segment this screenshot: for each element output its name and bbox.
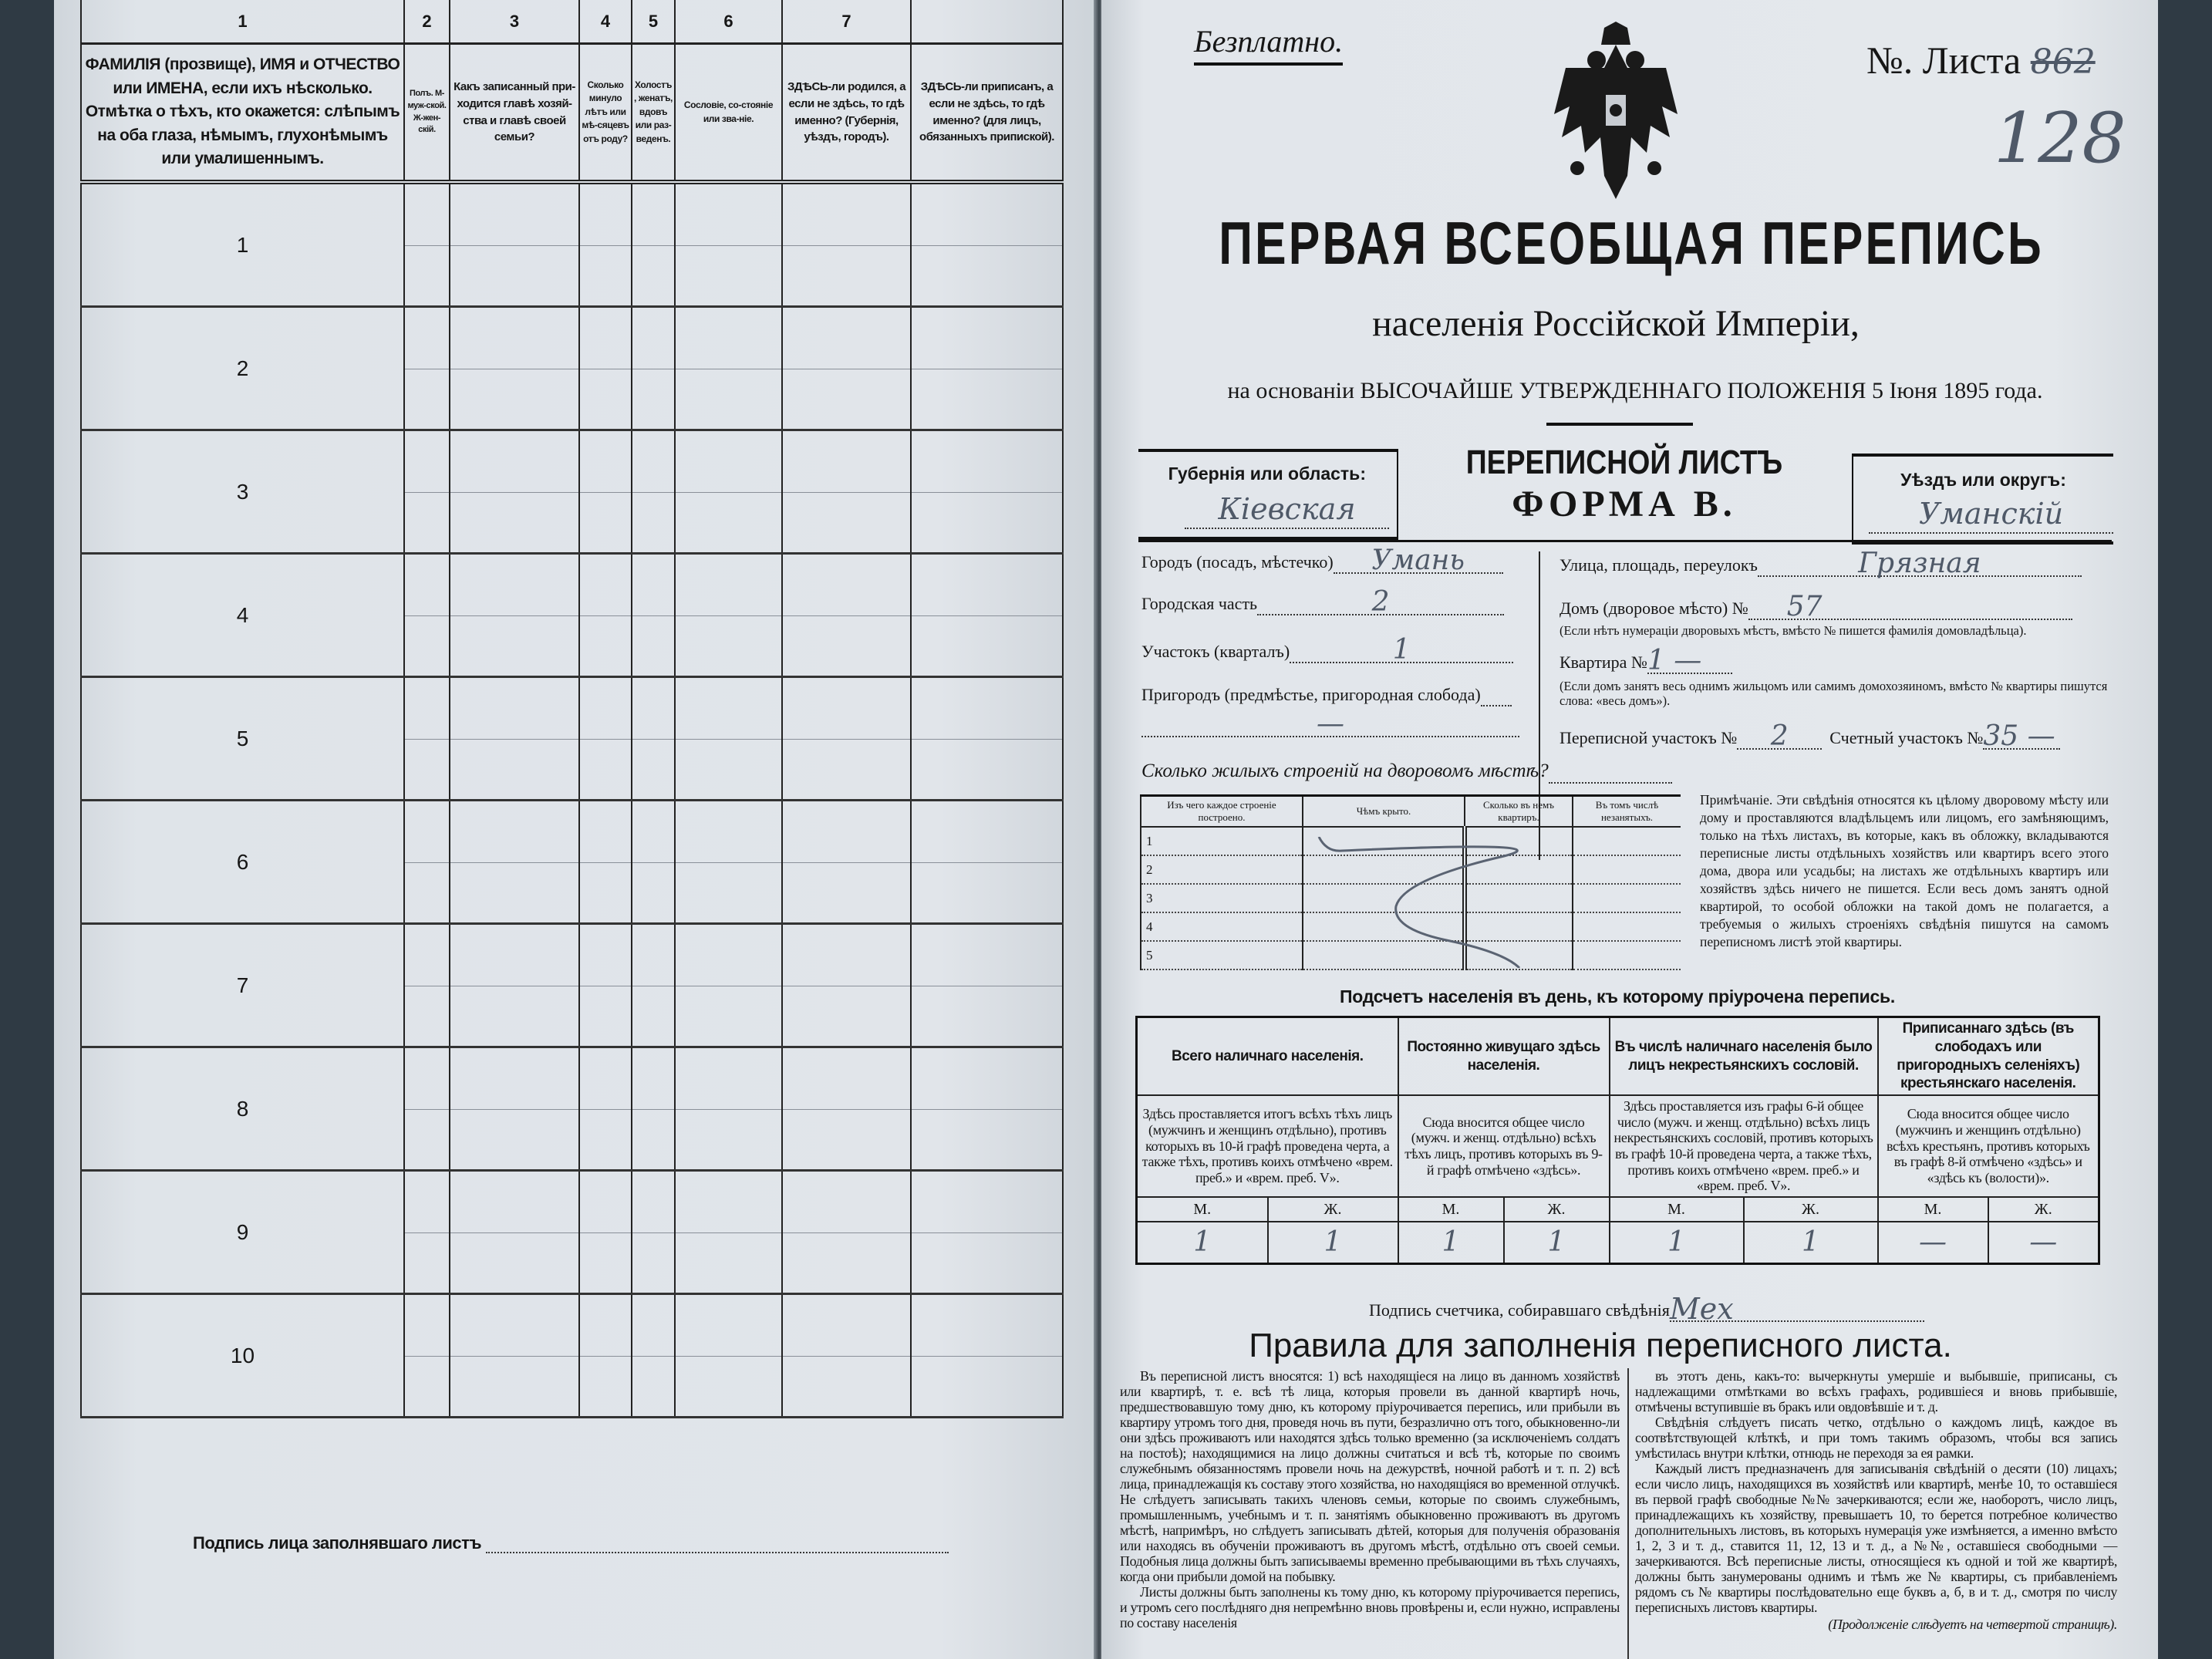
cell-subdivider (783, 245, 910, 246)
buildings-column-header: Въ томъ числѣ незанятыхъ. (1573, 796, 1681, 828)
person-cell[interactable] (579, 1294, 632, 1418)
buildings-question-text: Сколько жилыхъ строеній на дворовомъ мѣстѣ? (1141, 760, 1549, 781)
suburb-value: — (1317, 708, 1344, 740)
person-cell[interactable] (675, 924, 782, 1047)
person-cell[interactable] (450, 801, 579, 924)
cell-subdivider (632, 862, 674, 863)
cell-subdivider (580, 1356, 631, 1357)
male-count-value[interactable]: 1 (1610, 1222, 1744, 1264)
cell-subdivider (580, 739, 631, 740)
province-box (1138, 449, 1398, 540)
count-district-input[interactable] (1983, 720, 2060, 752)
count-group-description: Сюда вносится общее число (мужчинъ и женщинъ отдѣльно) всѣхъ крестьянъ, противъ которыхъ въ графѣ 8-й отмѣчено «здѣсь» и «здѣсь къ (волости)». (1878, 1095, 2099, 1197)
person-cell[interactable] (675, 1294, 782, 1418)
person-cell[interactable] (404, 554, 450, 677)
person-name-cell[interactable] (81, 554, 404, 677)
person-cell[interactable] (632, 801, 675, 924)
district-box (1852, 454, 2113, 545)
count-group-header: Постоянно живущаго здѣсь населенія. (1398, 1017, 1610, 1096)
person-row (81, 182, 1063, 307)
count-group-header: Приписаннаго здѣсь (въ слободахъ или пригородныхъ селеніяхъ) крестьянскаго населенія. (1878, 1017, 2099, 1096)
cell-subdivider (783, 862, 910, 863)
person-row (81, 430, 1063, 554)
female-count-value[interactable]: 1 (1744, 1222, 1878, 1264)
person-cell[interactable] (911, 677, 1063, 801)
building-cell[interactable] (1573, 827, 1681, 855)
person-row (81, 1294, 1063, 1418)
count-group-description: Здѣсь проставляется изъ графы 6-й общее число (мужч. и женщ. отдѣльно) всѣхъ лицъ некрестьянскихъ сословій, противъ которыхъ въ графѣ 10-й проведена черта, а также тѣхъ, противъ коихъ отмѣчено «врем. преб.» и «врем. преб. V». (1610, 1095, 1878, 1197)
row-number: 8 (236, 1096, 249, 1121)
person-cell[interactable] (404, 1047, 450, 1171)
person-cell[interactable] (911, 430, 1063, 554)
crown-icon (1601, 22, 1630, 45)
male-label: М. (1878, 1197, 1988, 1222)
male-count-value[interactable]: 1 (1398, 1222, 1504, 1264)
apartment-value: 1 — (1647, 645, 1702, 676)
sheet-number-label: №. Листа (1866, 39, 2021, 82)
buildings-header-row (1141, 796, 1681, 828)
person-cell[interactable] (675, 182, 782, 307)
census-persons-table (80, 0, 1064, 1418)
district-label: Уѣздъ или округъ: (1900, 470, 2066, 490)
column-header: ЗДѢСЬ-ли приписанъ, а если не здѣсь, то гдѣ именно? (для лицъ, обязанныхъ припиской). (911, 44, 1063, 183)
precinct-label: Участокъ (кварталъ) (1141, 642, 1290, 661)
person-cell[interactable] (632, 924, 675, 1047)
person-name-cell[interactable] (81, 1171, 404, 1294)
cell-subdivider (580, 245, 631, 246)
person-name-cell[interactable] (81, 801, 404, 924)
cell-subdivider (912, 1232, 1062, 1233)
count-group-description: Здѣсь проставляется итогъ всѣхъ тѣхъ лицъ (мужчинъ и женщинъ отдѣльно), противъ которыхъ въ 10-й графѣ проведена черта, а также тѣхъ, противъ коихъ отмѣчено «врем. преб.» и «врем. преб. V». (1137, 1095, 1398, 1197)
person-cell[interactable] (911, 182, 1063, 307)
building-row-number[interactable]: 5 (1141, 941, 1303, 969)
person-cell[interactable] (579, 924, 632, 1047)
person-cell[interactable] (911, 1171, 1063, 1294)
city-part-input[interactable] (1257, 586, 1504, 618)
population-count-title: Подсчетъ населенія въ день, къ которому пріурочена перепись. (1340, 986, 1895, 1007)
buildings-question (1141, 759, 1672, 784)
city-label: Городъ (посадъ, мѣстечко) (1141, 552, 1334, 572)
cell-subdivider (632, 739, 674, 740)
census-subtitle: населенія Россійской Имперіи, (1372, 303, 1860, 344)
person-cell[interactable] (404, 1294, 450, 1418)
person-cell[interactable] (450, 307, 579, 430)
suburb-input-line1[interactable] (1481, 682, 1512, 706)
row-number: 1 (236, 232, 249, 257)
cell-subdivider (676, 739, 781, 740)
cell-subdivider (676, 245, 781, 246)
cell-subdivider (912, 1109, 1062, 1110)
row-number: 4 (236, 602, 249, 627)
cell-subdivider (450, 1109, 578, 1110)
cell-subdivider (912, 1356, 1062, 1357)
form-title-block (1397, 443, 1852, 526)
person-cell[interactable] (404, 1171, 450, 1294)
street-field (1560, 548, 2082, 579)
filler-signature-line (193, 1529, 949, 1553)
cell-subdivider (632, 1356, 674, 1357)
double-headed-eagle-emblem (1550, 22, 1681, 207)
buildings-column-header: Сколько въ немъ квартиръ. (1465, 796, 1573, 828)
cell-subdivider (632, 615, 674, 616)
person-row (81, 554, 1063, 677)
person-cell[interactable] (632, 1294, 675, 1418)
cell-subdivider (783, 739, 910, 740)
rules-column-right (1635, 1368, 2117, 1632)
rules-paragraph: Каждый листъ предназначенъ для записыванія свѣдѣній о десяти (10) лицахъ; если число лицъ, находящихся въ хозяйствѣ или квартирѣ, менѣе 10, то оставшіеся въ первой графѣ свободные №№ зачеркиваются; если же, наоборотъ, число лицъ, принадлежащихъ къ хозяйству, превышаетъ 10, то берется потребное количество дополнительныхъ листовъ, въ которыхъ нумерація уже измѣняется, а именно вмѣсто 1, 2, 3 и т. д., ставится 11, 12, 13 и т. д., а №№, оставшіеся свободными — зачеркиваются. Всѣ переписные листы, относящіеся къ одной и той же квартирѣ, должны быть занумерованы однимъ и тѣмъ же № квартиры, съ прибавленіемъ рядомъ съ № квартиры послѣдовательно еще буквъ а, б, в и т. д., смотря по числу переписныхъ листовъ квартиры. (1635, 1461, 2117, 1615)
person-cell[interactable] (579, 677, 632, 801)
suburb-input[interactable] (1141, 708, 1519, 740)
count-district-value: 35 — (1983, 720, 2055, 752)
person-cell[interactable] (632, 554, 675, 677)
person-row (81, 677, 1063, 801)
person-cell[interactable] (450, 1171, 579, 1294)
cell-subdivider (450, 1232, 578, 1233)
male-label: М. (1137, 1197, 1268, 1222)
cell-subdivider (405, 1109, 449, 1110)
column-number: 6 (675, 0, 782, 44)
divider (1546, 423, 1693, 426)
sheet-number-crossed: 862 (2030, 42, 2096, 82)
person-cell[interactable] (782, 1294, 911, 1418)
count-group-header: Всего наличнаго населенія. (1137, 1017, 1398, 1096)
cell-subdivider (783, 1109, 910, 1110)
free-label: Безплатно. (1194, 23, 1343, 66)
cell-subdivider (912, 245, 1062, 246)
column-number: 5 (632, 0, 675, 44)
row-number: 10 (230, 1343, 255, 1367)
person-row (81, 1171, 1063, 1294)
cell-subdivider (450, 1356, 578, 1357)
handwritten-dash-stroke (1311, 837, 1573, 968)
person-cell[interactable] (579, 801, 632, 924)
person-cell[interactable] (675, 554, 782, 677)
column-header: ФАМИЛІЯ (прозвище), ИМЯ и ОТЧЕСТВО или ИМЕНА, если ихъ нѣсколько. Отмѣтка о тѣхъ, кто окажется: слѣпымъ на оба глаза, нѣмымъ, глухонѣмымъ или умалишеннымъ. (81, 44, 404, 183)
cell-subdivider (912, 739, 1062, 740)
population-count-table (1135, 1016, 2100, 1265)
divider (1627, 1368, 1629, 1659)
building-cell[interactable] (1573, 912, 1681, 941)
province-value[interactable]: Кіевская (1185, 491, 1389, 529)
person-cell[interactable] (675, 677, 782, 801)
person-cell[interactable] (450, 182, 579, 307)
person-name-cell[interactable] (81, 1294, 404, 1418)
rules-paragraph: Свѣдѣнія слѣдуетъ писать четко, отдѣльно о каждомъ лицѣ, каждое въ соотвѣтствующей клѣткѣ, и при томъ такимъ образомъ, чтобы вся запись умѣстилась внутри клѣтки, отнюдь не переходя за ея рамки. (1635, 1415, 2117, 1461)
person-row (81, 1047, 1063, 1171)
person-cell[interactable] (632, 1171, 675, 1294)
enumerator-signature-label: Подпись счетчика, собиравшаго свѣдѣнія (1369, 1300, 1670, 1320)
city-part-field (1141, 586, 1504, 618)
male-label: М. (1398, 1197, 1504, 1222)
person-cell[interactable] (782, 182, 911, 307)
filler-signature-label: Подпись лица заполнявшаго листъ (193, 1533, 481, 1553)
row-number: 3 (236, 479, 249, 504)
person-cell[interactable] (579, 1171, 632, 1294)
row-number: 6 (236, 849, 249, 874)
person-cell[interactable] (404, 677, 450, 801)
row-number: 5 (236, 726, 249, 750)
person-cell[interactable] (632, 1047, 675, 1171)
person-name-cell[interactable] (81, 307, 404, 430)
city-value: Умань (1371, 545, 1465, 576)
city-part-label: Городская часть (1141, 594, 1258, 613)
person-cell[interactable] (450, 554, 579, 677)
row-number: 2 (236, 356, 249, 380)
building-row-number[interactable]: 2 (1141, 855, 1303, 884)
person-cell[interactable] (675, 430, 782, 554)
building-cell[interactable] (1573, 941, 1681, 969)
buildings-column-header: Изъ чего каждое строеніе построено. (1141, 796, 1303, 828)
person-cell[interactable] (782, 801, 911, 924)
female-count-value[interactable]: — (1988, 1222, 2099, 1264)
person-cell[interactable] (911, 1294, 1063, 1418)
district-value[interactable]: Уманскій (1869, 495, 2113, 534)
count-group-description: Сюда вносится общее число (мужч. и женщ. отдѣльно) всѣхъ тѣхъ лицъ, противъ которыхъ въ 9-й графѣ отмѣчено «здѣсь». (1398, 1095, 1610, 1197)
count-district-label: Счетный участокъ № (1829, 728, 1984, 747)
cell-subdivider (580, 1109, 631, 1110)
person-cell[interactable] (911, 924, 1063, 1047)
cell-subdivider (405, 615, 449, 616)
cell-subdivider (405, 739, 449, 740)
rules-paragraph: Листы должны быть заполнены къ тому дню, къ которому пріурочивается перепись, и утромъ сего послѣдняго дня непремѣнно вновь провѣрены и, если нужно, исправлены по составу населенія (1120, 1584, 1620, 1630)
female-label: Ж. (1988, 1197, 2099, 1222)
person-cell[interactable] (911, 801, 1063, 924)
apartment-field (1560, 645, 1732, 676)
cell-subdivider (676, 1109, 781, 1110)
cell-subdivider (912, 615, 1062, 616)
cell-subdivider (676, 1232, 781, 1233)
building-row-number[interactable]: 4 (1141, 912, 1303, 941)
female-count-value[interactable]: 1 (1504, 1222, 1610, 1264)
cell-subdivider (676, 1356, 781, 1357)
cell-subdivider (783, 1356, 910, 1357)
person-cell[interactable] (579, 182, 632, 307)
person-cell[interactable] (675, 801, 782, 924)
person-cell[interactable] (782, 1047, 911, 1171)
person-cell[interactable] (450, 924, 579, 1047)
rules-paragraph: въ этотъ день, какъ-то: вычеркнуты умершіе и выбывшіе, приписаны, съ надлежащими отмѣтками во всѣхъ графахъ, родившіеся и вновь прибывшіе, отмѣчены вступившіе въ бракъ или овдовѣвшіе и т. д. (1635, 1368, 2117, 1415)
census-title: ПЕРВАЯ ВСЕОБЩАЯ ПЕРЕПИСЬ (1219, 209, 2044, 277)
male-count-value[interactable]: 1 (1137, 1222, 1268, 1264)
person-cell[interactable] (450, 1047, 579, 1171)
cell-subdivider (632, 245, 674, 246)
person-name-cell[interactable] (81, 1047, 404, 1171)
house-field (1560, 591, 2072, 622)
person-cell[interactable] (632, 307, 675, 430)
person-cell[interactable] (782, 554, 911, 677)
census-district-input[interactable] (1737, 720, 1822, 752)
cell-subdivider (912, 492, 1062, 493)
house-value: 57 (1786, 591, 1823, 622)
city-input[interactable] (1334, 545, 1503, 576)
house-input[interactable] (1748, 591, 2072, 622)
sheet-number-handwritten: 128 (1994, 98, 2126, 179)
buildings-note: Примѣчаніе. Эти свѣдѣнія относятся къ цѣлому дворовому мѣсту или дому и проставляются владѣльцемъ или лицомъ, его замѣняющимъ, только на тѣхъ листахъ, въ которые, какъ въ обложку, вкладываются переписные листы отдѣльныхъ хозяйствъ или квартиръ всего этого дома, двора или усадьбы; на листахъ же отдѣльныхъ квартиръ или хозяйствъ здѣсь ничего не пишется. Если весь домъ занятъ одной квартирой, то особой обложки на такой домъ не полагается, а требуемыя о жилыхъ строеніяхъ свѣдѣнія пишутся на самомъ переписномъ листѣ этой квартиры. (1700, 792, 2109, 949)
column-number (911, 0, 1063, 44)
cell-subdivider (405, 862, 449, 863)
cell-subdivider (676, 862, 781, 863)
census-district-label: Переписной участокъ № (1560, 728, 1738, 747)
cell-subdivider (580, 492, 631, 493)
cell-subdivider (450, 492, 578, 493)
building-row-number[interactable]: 3 (1141, 884, 1303, 912)
cell-subdivider (450, 862, 578, 863)
column-header: Сословіе, со-стояніе или зва-ніе. (675, 44, 782, 183)
house-label: Домъ (дворовое мѣсто) № (1560, 599, 1748, 618)
street-input[interactable] (1758, 548, 2082, 579)
person-cell[interactable] (632, 430, 675, 554)
city-field (1141, 545, 1503, 576)
buildings-column-header: Чѣмъ крыто. (1303, 796, 1465, 828)
person-cell[interactable] (579, 307, 632, 430)
person-cell[interactable] (450, 677, 579, 801)
cell-subdivider (405, 1232, 449, 1233)
person-cell[interactable] (782, 307, 911, 430)
person-cell[interactable] (404, 307, 450, 430)
cell-subdivider (676, 615, 781, 616)
cell-subdivider (783, 615, 910, 616)
person-row (81, 307, 1063, 430)
precinct-value: 1 (1392, 634, 1411, 666)
person-cell[interactable] (579, 430, 632, 554)
apartment-label: Квартира № (1560, 652, 1647, 672)
person-row (81, 924, 1063, 1047)
rules-title: Правила для заполненія переписного листа. (1249, 1327, 1952, 1364)
column-header: ЗДѢСЬ-ли родился, а если не здѣсь, то гдѣ именно? (Губернія, уѣздъ, городъ). (782, 44, 911, 183)
street-label: Улица, площадь, переулокъ (1560, 555, 1758, 575)
continuation-note: (Продолженіе слѣдуетъ на четвертой страницѣ). (1828, 1617, 2117, 1632)
column-number: 2 (404, 0, 450, 44)
person-name-cell[interactable] (81, 677, 404, 801)
female-label: Ж. (1268, 1197, 1398, 1222)
cell-subdivider (580, 1232, 631, 1233)
sheet-number (1866, 37, 2096, 86)
cell-subdivider (405, 492, 449, 493)
person-cell[interactable] (404, 430, 450, 554)
suburb-field (1141, 682, 1512, 705)
cell-subdivider (676, 492, 781, 493)
person-cell[interactable] (632, 677, 675, 801)
cell-subdivider (632, 1232, 674, 1233)
cell-subdivider (912, 862, 1062, 863)
female-count-value[interactable]: 1 (1268, 1222, 1398, 1264)
person-cell[interactable] (911, 1047, 1063, 1171)
cell-subdivider (450, 245, 578, 246)
buildings-count-input[interactable] (1549, 759, 1672, 784)
form-name: ФОРМА В. (1512, 484, 1737, 524)
cell-subdivider (783, 492, 910, 493)
census-legal-basis: на основаніи ВЫСОЧАЙШЕ УТВЕРЖДЕННАГО ПОЛОЖЕНІЯ 5 Іюня 1895 года. (1227, 378, 2043, 403)
female-label: Ж. (1504, 1197, 1610, 1222)
column-header: Холостъ, женатъ, вдовъ или раз-веденъ. (632, 44, 675, 183)
house-note: (Если нѣтъ нумераціи дворовыхъ мѣстъ, вмѣсто № пишется фамилія домовладѣльца). (1560, 623, 2027, 638)
person-cell[interactable] (782, 430, 911, 554)
enumerator-signature (1369, 1292, 1924, 1326)
filler-signature-field[interactable] (486, 1529, 949, 1553)
person-cell[interactable] (675, 1171, 782, 1294)
street-value: Грязная (1858, 548, 1981, 579)
person-row (81, 801, 1063, 924)
column-header: Сколько минуло лѣтъ или мѣ-сяцевъ отъ роду? (579, 44, 632, 183)
form-title: ПЕРЕПИСНОЙ ЛИСТЪ (1465, 443, 1783, 481)
census-district-field (1560, 720, 2060, 752)
city-part-value: 2 (1371, 586, 1390, 618)
divider (1138, 540, 2112, 542)
column-number: 3 (450, 0, 579, 44)
person-cell[interactable] (404, 924, 450, 1047)
row-number: 7 (236, 973, 249, 997)
precinct-input[interactable] (1290, 634, 1513, 666)
cell-subdivider (580, 615, 631, 616)
census-district-value: 2 (1770, 720, 1789, 752)
person-cell[interactable] (782, 1171, 911, 1294)
cell-subdivider (405, 245, 449, 246)
column-number: 1 (81, 0, 404, 44)
column-header: Полъ. М-муж-ской. Ж-жен-скій. (404, 44, 450, 183)
person-cell[interactable] (579, 554, 632, 677)
cell-subdivider (632, 492, 674, 493)
rules-paragraph: Въ переписной листъ вносятся: 1) всѣ находящіеся на лицо въ данномъ хозяйствѣ или квартирѣ, т. е. всѣ тѣ лица, которыя провели въ данной квартирѣ ночь, предшествовавшую тому дню, къ которому пріурочивается перепись, или прибыли въ квартиру утромъ того дня, проведя ночь въ пути, безразлично отъ того, обыкновенно-ли они здѣсь проживаютъ или находятся здѣсь только временно (за исключеніемъ солдатъ на постоѣ); находящимися на лицо должны считаться и всѣ тѣ, которые по своимъ служебнымъ обязанностямъ провели ночь на дежурствѣ, ночной работѣ и т. п. 2) всѣ лица, принадлежащія къ составу этого хозяйства, но находящіяся во временной отлучкѣ. Не слѣдуетъ записывать такихъ членовъ семьи, которые по своимъ служебнымъ, промышленнымъ, учебнымъ и т. п. занятіямъ обыкновенно проживаютъ въ другомъ мѣстѣ, напримѣръ, но слѣдуетъ записывать дѣтей, которыя для полученія образованія или находясь въ обученіи проживаютъ въ другомъ мѣстѣ, отдѣльно отъ своей семьи. Подобныя лица должны быть записываемы временно пребывающими въ тѣхъ случаяхъ, когда они прибыли домой на побывку. (1120, 1368, 1620, 1584)
apartment-input[interactable] (1647, 645, 1732, 676)
person-cell[interactable] (911, 554, 1063, 677)
person-cell[interactable] (911, 307, 1063, 430)
suburb-label: Пригородъ (предмѣстье, пригородная слобода) (1141, 685, 1481, 704)
person-cell[interactable] (404, 182, 450, 307)
precinct-field (1141, 634, 1513, 666)
cell-subdivider (632, 1109, 674, 1110)
male-label: М. (1610, 1197, 1744, 1222)
person-cell[interactable] (675, 307, 782, 430)
person-cell[interactable] (404, 801, 450, 924)
column-number: 4 (579, 0, 632, 44)
enumerator-signature-field[interactable] (1669, 1292, 1924, 1326)
person-cell[interactable] (782, 677, 911, 801)
cell-subdivider (450, 739, 578, 740)
person-cell[interactable] (450, 430, 579, 554)
row-number: 9 (236, 1219, 249, 1244)
person-cell[interactable] (675, 1047, 782, 1171)
person-cell[interactable] (450, 1294, 579, 1418)
enumerator-signature-value: Мех (1669, 1292, 1734, 1326)
person-name-cell[interactable] (81, 924, 404, 1047)
person-cell[interactable] (632, 182, 675, 307)
cell-subdivider (405, 1356, 449, 1357)
cell-subdivider (783, 1232, 910, 1233)
female-label: Ж. (1744, 1197, 1878, 1222)
person-cell[interactable] (579, 1047, 632, 1171)
person-name-cell[interactable] (81, 182, 404, 307)
apartment-note: (Если домъ занятъ весь однимъ жильцомъ или самимъ домохозяиномъ, вмѣсто № квартиры пишутся слова: «весь домъ»). (1560, 679, 2108, 708)
person-name-cell[interactable] (81, 430, 404, 554)
cell-subdivider (450, 615, 578, 616)
suburb-field-line2 (1141, 708, 1519, 740)
person-cell[interactable] (782, 924, 911, 1047)
building-cell[interactable] (1573, 884, 1681, 912)
building-row-number[interactable]: 1 (1141, 827, 1303, 855)
province-label: Губернія или область: (1168, 464, 1366, 484)
count-group-header: Въ числѣ наличнаго населенія было лицъ некрестьянскихъ сословій. (1610, 1017, 1878, 1096)
column-number: 7 (782, 0, 911, 44)
building-cell[interactable] (1573, 855, 1681, 884)
male-count-value[interactable]: — (1878, 1222, 1988, 1264)
rules-column-left (1120, 1368, 1620, 1630)
column-header: Какъ записанный при-ходится главѣ хозяй-ства и главѣ своей семьи? (450, 44, 579, 183)
cell-subdivider (580, 862, 631, 863)
